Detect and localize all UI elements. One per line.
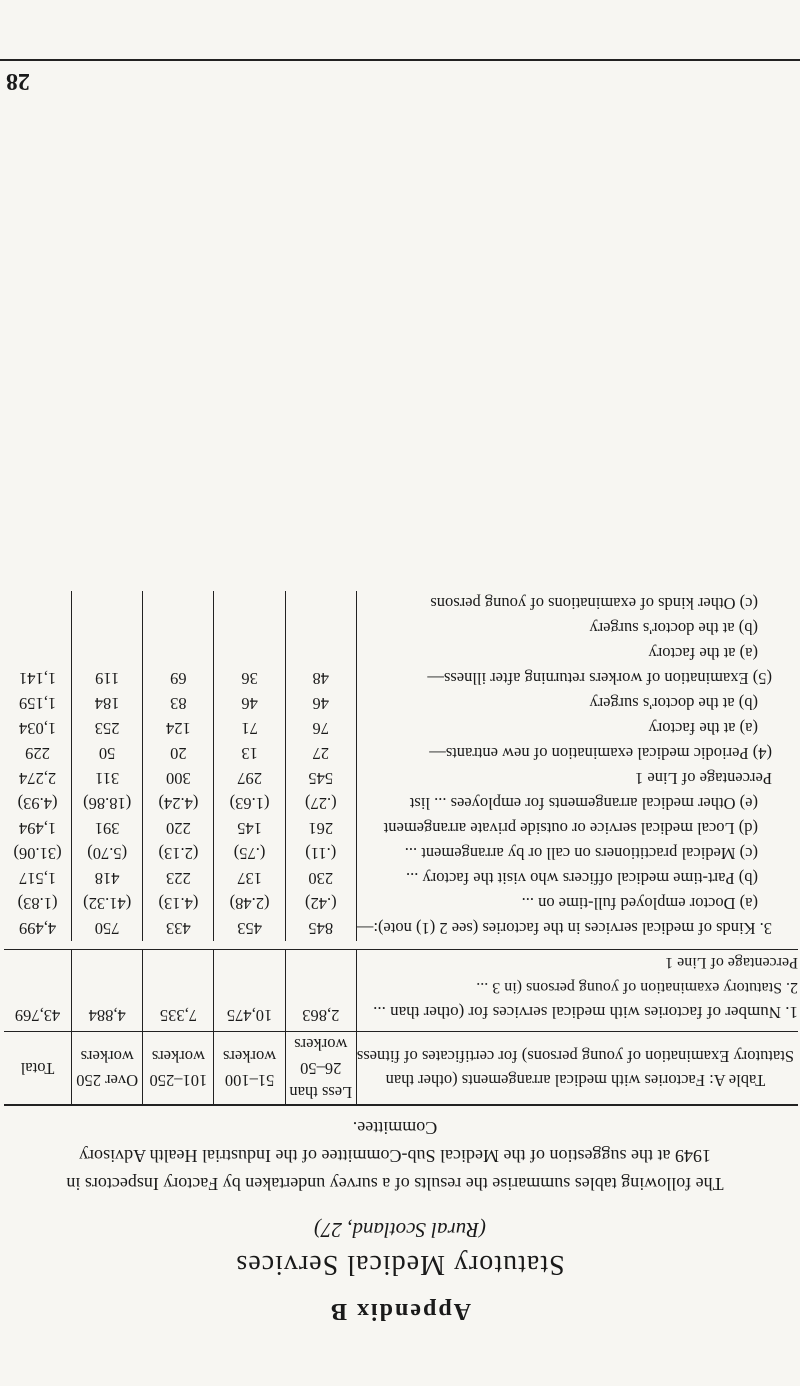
table-row — [4, 691, 798, 716]
table-cell: 545 — [285, 766, 356, 791]
table-cell: (2.13) — [143, 841, 214, 866]
table-cell — [285, 616, 356, 641]
table-cell: 145 — [214, 816, 285, 841]
table-cell: 297 — [214, 766, 285, 791]
table-row — [4, 841, 798, 866]
table-cell: 20 — [143, 741, 214, 766]
row-label: (c) Medical practitioners on call or by arrangement ... — [404, 844, 758, 863]
table-cell: 453 — [214, 916, 285, 941]
table-cell: 1,034 — [4, 716, 72, 741]
table-cell: (.42) — [285, 891, 356, 916]
table-cell: 229 — [4, 741, 72, 766]
row-label: 3. Kinds of medical services in the factories (see 2 (1) note):— — [356, 919, 772, 938]
table-cell — [4, 975, 72, 1000]
table-cell — [143, 641, 214, 666]
row-label: (b) at the doctor's surgery — [589, 619, 758, 638]
table-cell — [4, 950, 72, 976]
table-cell: 50 — [72, 741, 143, 766]
table-cell: 46 — [285, 691, 356, 716]
table-cell: 124 — [143, 716, 214, 741]
table-body — [4, 591, 798, 1032]
page-number: 28 — [6, 68, 30, 94]
table-cell: 69 — [143, 666, 214, 691]
table-row — [4, 975, 798, 1000]
table-cell — [143, 591, 214, 616]
table-cell: 750 — [72, 916, 143, 941]
row-label: 2. Statutory examination of young persons (in 3 ... — [476, 979, 798, 997]
table-cell: 2,863 — [285, 1000, 356, 1032]
col-header-2: 51–100 workers — [214, 1032, 285, 1106]
table-row — [4, 916, 798, 941]
col-header-1: Less than 26–50 workers — [285, 1032, 356, 1106]
table-cell: (4.93) — [4, 791, 72, 816]
table-caption-row — [4, 1032, 798, 1106]
table-cell — [214, 591, 285, 616]
table-cell: 1,517 — [4, 866, 72, 891]
table-cell — [214, 975, 285, 1000]
table-cell — [285, 950, 356, 976]
table-cell: 253 — [72, 716, 143, 741]
table-row — [4, 641, 798, 666]
table-cell: 36 — [214, 666, 285, 691]
document-subtitle: (Rural Scotland, 27) — [313, 1218, 487, 1242]
table-cell: (.27) — [285, 791, 356, 816]
table-cell: 46 — [214, 691, 285, 716]
row-label: (4) Periodic medical examination of new entrants— — [429, 744, 772, 763]
table-row — [4, 591, 798, 616]
document-title: Statutory Medical Services — [235, 1249, 565, 1280]
row-label: (e) Other medical arrangements for employees ... list — [409, 794, 758, 813]
table-cell — [4, 591, 72, 616]
table-cell: 13 — [214, 741, 285, 766]
table-separator — [4, 941, 798, 950]
table-cell — [72, 975, 143, 1000]
intro-paragraph: The following tables summarise the results of a survey undertaken by Factory Inspectors in 1949 at the suggestion of the Medical Sub-Committee of the Industrial Health Advisory Committee. — [66, 1118, 724, 1194]
table-cell: 311 — [72, 766, 143, 791]
separator-cell — [4, 941, 798, 950]
table-cell — [214, 950, 285, 976]
table-cell — [72, 950, 143, 976]
table-cell: (31.06) — [4, 841, 72, 866]
row-label: Percentage of Line 1 — [665, 954, 798, 972]
table-cell: (4.13) — [143, 891, 214, 916]
table-cell: 1,141 — [4, 666, 72, 691]
table-cell: 7,335 — [143, 1000, 214, 1032]
table-cell: 71 — [214, 716, 285, 741]
table-cell: 418 — [72, 866, 143, 891]
table-cell: 119 — [72, 666, 143, 691]
table-cell: (2.48) — [214, 891, 285, 916]
row-label: (a) at the factory — [648, 644, 758, 663]
table-cell: 230 — [285, 866, 356, 891]
row-label: 1. Number of factories with medical services for (other than ... — [373, 1003, 798, 1022]
table-cell — [72, 641, 143, 666]
table-row — [4, 950, 798, 976]
table-cell: 27 — [285, 741, 356, 766]
table-cell: 300 — [143, 766, 214, 791]
table-row — [4, 891, 798, 916]
table-cell — [214, 616, 285, 641]
table-cell: (1.83) — [4, 891, 72, 916]
table-cell: 1,494 — [4, 816, 72, 841]
table-cell: 4,499 — [4, 916, 72, 941]
table-row — [4, 741, 798, 766]
row-label: (a) at the factory — [648, 719, 758, 738]
table-cell: 2,274 — [4, 766, 72, 791]
col-header-4: Over 250 workers — [72, 1032, 143, 1106]
table-row — [4, 716, 798, 741]
table-row — [4, 666, 798, 691]
table-cell: (1.63) — [214, 791, 285, 816]
table-cell — [285, 975, 356, 1000]
table-cell: 83 — [143, 691, 214, 716]
row-label: (a) Doctor employed full-time on ... — [521, 894, 758, 913]
table-cell — [285, 591, 356, 616]
table-caption: Table A: Factories with medical arrangements (other than Statutory Examination of young persons) for certificates of fitness — [356, 1032, 798, 1106]
table-cell: (41.32) — [72, 891, 143, 916]
table-row — [4, 866, 798, 891]
statistics-table — [4, 591, 798, 1106]
row-label: (d) Local medical service or outside private arrangement — [383, 819, 758, 838]
row-label: (5) Examination of workers returning after illness— — [427, 669, 772, 688]
table-cell: (4.24) — [143, 791, 214, 816]
table-cell: 220 — [143, 816, 214, 841]
table-cell: 137 — [214, 866, 285, 891]
table-cell: 4,884 — [72, 1000, 143, 1032]
col-header-3: 101–250 workers — [143, 1032, 214, 1106]
table-cell: 184 — [72, 691, 143, 716]
table-cell — [285, 641, 356, 666]
table-cell: 391 — [72, 816, 143, 841]
table-cell: 48 — [285, 666, 356, 691]
table-cell: 1,159 — [4, 691, 72, 716]
table-cell: 223 — [143, 866, 214, 891]
table-cell: (.75) — [214, 841, 285, 866]
table-cell: (.11) — [285, 841, 356, 866]
row-label: (b) at the doctor's surgery — [589, 694, 758, 713]
row-label: (b) Part-time medical officers who visit the factory ... — [405, 869, 758, 888]
table-cell — [72, 591, 143, 616]
table-row — [4, 1000, 798, 1032]
table-cell — [143, 975, 214, 1000]
table-cell: (18.86) — [72, 791, 143, 816]
table-row — [4, 816, 798, 841]
table-cell — [4, 616, 72, 641]
row-label: Percentage of Line 1 — [635, 769, 772, 788]
table-row — [4, 791, 798, 816]
table-cell — [143, 616, 214, 641]
table-cell — [214, 641, 285, 666]
table-cell — [4, 641, 72, 666]
row-label: (c) Other kinds of examinations of young persons — [430, 594, 758, 613]
table-cell: 43,769 — [4, 1000, 72, 1032]
table-cell: 76 — [285, 716, 356, 741]
table-cell — [72, 616, 143, 641]
table-cell: 10,475 — [214, 1000, 285, 1032]
table-row — [4, 616, 798, 641]
col-header-total: Total — [4, 1032, 72, 1106]
table-cell: 433 — [143, 916, 214, 941]
table-cell — [143, 950, 214, 976]
table-row — [4, 766, 798, 791]
table-cell: 261 — [285, 816, 356, 841]
table-cell: (5.70) — [72, 841, 143, 866]
appendix-title: Appendix B — [328, 1298, 472, 1324]
footer-rule — [0, 59, 800, 61]
table-cell: 845 — [285, 916, 356, 941]
